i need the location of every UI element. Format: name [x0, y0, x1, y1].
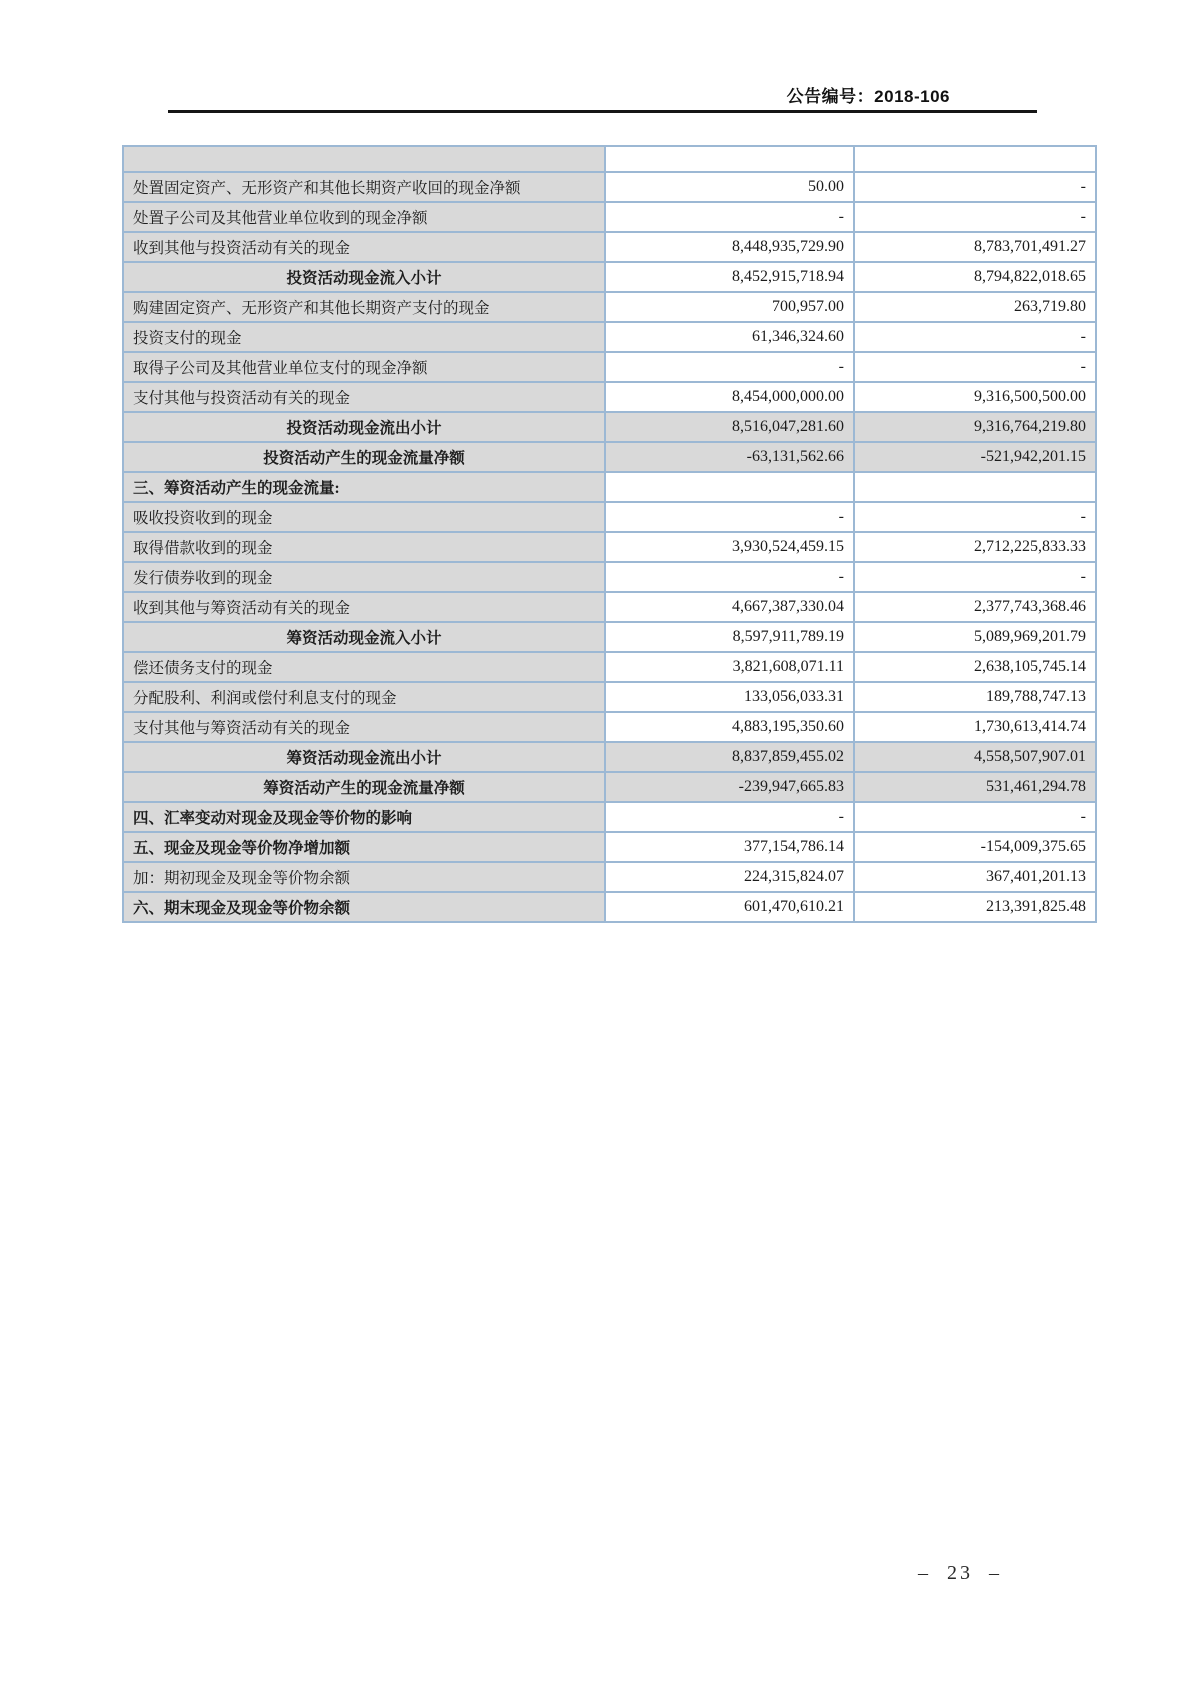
- table-row: [123, 172, 1096, 202]
- row-label-cell: 投资活动产生的现金流量净额: [123, 442, 605, 472]
- announcement-number: 公告编号：2018-106: [786, 87, 950, 106]
- value-cell-current-period: 3,821,608,071.11: [605, 652, 854, 682]
- table-row: [123, 292, 1096, 322]
- value-cell-prior-period: 189,788,747.13: [854, 682, 1096, 712]
- value-cell-prior-period: -: [854, 802, 1096, 832]
- row-label-cell: 四、汇率变动对现金及现金等价物的影响: [123, 802, 605, 832]
- value-cell-current-period: 50.00: [605, 172, 854, 202]
- table-row: [123, 146, 1096, 172]
- table-row: [123, 412, 1096, 442]
- row-label-cell: 投资活动现金流出小计: [123, 412, 605, 442]
- value-cell-current-period: -239,947,665.83: [605, 772, 854, 802]
- value-cell-prior-period: 9,316,500,500.00: [854, 382, 1096, 412]
- page-number: – 23 –: [918, 1562, 1002, 1584]
- value-cell-current-period: 61,346,324.60: [605, 322, 854, 352]
- table-row: [123, 682, 1096, 712]
- row-label-cell: 加：期初现金及现金等价物余额: [123, 862, 605, 892]
- value-cell-prior-period: 531,461,294.78: [854, 772, 1096, 802]
- row-label-cell: 筹资活动现金流出小计: [123, 742, 605, 772]
- value-cell-current-period: 3,930,524,459.15: [605, 532, 854, 562]
- row-label-cell: 偿还债务支付的现金: [123, 652, 605, 682]
- value-cell-prior-period: -154,009,375.65: [854, 832, 1096, 862]
- value-cell-current-period: 377,154,786.14: [605, 832, 854, 862]
- table-row: [123, 262, 1096, 292]
- table-row: [123, 502, 1096, 532]
- row-label-cell: 筹资活动产生的现金流量净额: [123, 772, 605, 802]
- value-cell-current-period: 8,837,859,455.02: [605, 742, 854, 772]
- row-label-cell: 分配股利、利润或偿付利息支付的现金: [123, 682, 605, 712]
- value-cell-prior-period: 213,391,825.48: [854, 892, 1096, 922]
- value-cell-prior-period: [854, 146, 1096, 172]
- row-label-cell: 五、现金及现金等价物净增加额: [123, 832, 605, 862]
- value-cell-current-period: 8,448,935,729.90: [605, 232, 854, 262]
- row-label-cell: 处置子公司及其他营业单位收到的现金净额: [123, 202, 605, 232]
- value-cell-current-period: 8,597,911,789.19: [605, 622, 854, 652]
- table-row: [123, 472, 1096, 502]
- value-cell-current-period: 133,056,033.31: [605, 682, 854, 712]
- value-cell-prior-period: 4,558,507,907.01: [854, 742, 1096, 772]
- value-cell-current-period: -63,131,562.66: [605, 442, 854, 472]
- row-label-cell: 发行债券收到的现金: [123, 562, 605, 592]
- value-cell-prior-period: -: [854, 502, 1096, 532]
- header-rule: [168, 110, 1037, 113]
- value-cell-prior-period: 1,730,613,414.74: [854, 712, 1096, 742]
- value-cell-prior-period: 2,638,105,745.14: [854, 652, 1096, 682]
- value-cell-current-period: -: [605, 352, 854, 382]
- value-cell-prior-period: -: [854, 202, 1096, 232]
- value-cell-prior-period: 2,377,743,368.46: [854, 592, 1096, 622]
- table-row: [123, 862, 1096, 892]
- row-label-cell: 处置固定资产、无形资产和其他长期资产收回的现金净额: [123, 172, 605, 202]
- table-row: [123, 742, 1096, 772]
- value-cell-current-period: -: [605, 562, 854, 592]
- table-row: [123, 892, 1096, 922]
- value-cell-prior-period: -: [854, 172, 1096, 202]
- value-cell-prior-period: -: [854, 322, 1096, 352]
- row-label-cell: 支付其他与投资活动有关的现金: [123, 382, 605, 412]
- row-label-cell: 收到其他与筹资活动有关的现金: [123, 592, 605, 622]
- value-cell-current-period: -: [605, 802, 854, 832]
- value-cell-prior-period: 8,794,822,018.65: [854, 262, 1096, 292]
- table-row: [123, 712, 1096, 742]
- cash-flow-table: [122, 145, 1097, 923]
- row-label-cell: 吸收投资收到的现金: [123, 502, 605, 532]
- value-cell-prior-period: [854, 472, 1096, 502]
- row-label-cell: 收到其他与投资活动有关的现金: [123, 232, 605, 262]
- value-cell-current-period: -: [605, 502, 854, 532]
- value-cell-current-period: 8,452,915,718.94: [605, 262, 854, 292]
- table-row: [123, 802, 1096, 832]
- value-cell-current-period: 4,667,387,330.04: [605, 592, 854, 622]
- row-label-cell: 六、期末现金及现金等价物余额: [123, 892, 605, 922]
- table-row: [123, 622, 1096, 652]
- row-label-cell: 取得借款收到的现金: [123, 532, 605, 562]
- value-cell-prior-period: 2,712,225,833.33: [854, 532, 1096, 562]
- table-row: [123, 832, 1096, 862]
- value-cell-prior-period: 8,783,701,491.27: [854, 232, 1096, 262]
- value-cell-prior-period: -521,942,201.15: [854, 442, 1096, 472]
- table-row: [123, 592, 1096, 622]
- row-label-cell: 购建固定资产、无形资产和其他长期资产支付的现金: [123, 292, 605, 322]
- table-row: [123, 352, 1096, 382]
- value-cell-prior-period: 263,719.80: [854, 292, 1096, 322]
- cash-flow-table-body: [123, 146, 1096, 922]
- value-cell-current-period: [605, 146, 854, 172]
- table-row: [123, 202, 1096, 232]
- value-cell-current-period: [605, 472, 854, 502]
- row-label-cell: 取得子公司及其他营业单位支付的现金净额: [123, 352, 605, 382]
- row-label-cell: [123, 146, 605, 172]
- value-cell-prior-period: -: [854, 352, 1096, 382]
- value-cell-prior-period: 5,089,969,201.79: [854, 622, 1096, 652]
- row-label-cell: 筹资活动现金流入小计: [123, 622, 605, 652]
- value-cell-current-period: 8,516,047,281.60: [605, 412, 854, 442]
- value-cell-current-period: 4,883,195,350.60: [605, 712, 854, 742]
- table-row: [123, 562, 1096, 592]
- value-cell-prior-period: 367,401,201.13: [854, 862, 1096, 892]
- row-label-cell: 投资支付的现金: [123, 322, 605, 352]
- table-row: [123, 232, 1096, 262]
- table-row: [123, 442, 1096, 472]
- table-row: [123, 532, 1096, 562]
- value-cell-current-period: 601,470,610.21: [605, 892, 854, 922]
- row-label-cell: 投资活动现金流入小计: [123, 262, 605, 292]
- value-cell-prior-period: 9,316,764,219.80: [854, 412, 1096, 442]
- value-cell-current-period: 8,454,000,000.00: [605, 382, 854, 412]
- value-cell-current-period: -: [605, 202, 854, 232]
- table-row: [123, 652, 1096, 682]
- table-row: [123, 322, 1096, 352]
- value-cell-current-period: 700,957.00: [605, 292, 854, 322]
- value-cell-prior-period: -: [854, 562, 1096, 592]
- value-cell-current-period: 224,315,824.07: [605, 862, 854, 892]
- row-label-cell: 三、筹资活动产生的现金流量:: [123, 472, 605, 502]
- row-label-cell: 支付其他与筹资活动有关的现金: [123, 712, 605, 742]
- table-row: [123, 382, 1096, 412]
- table-row: [123, 772, 1096, 802]
